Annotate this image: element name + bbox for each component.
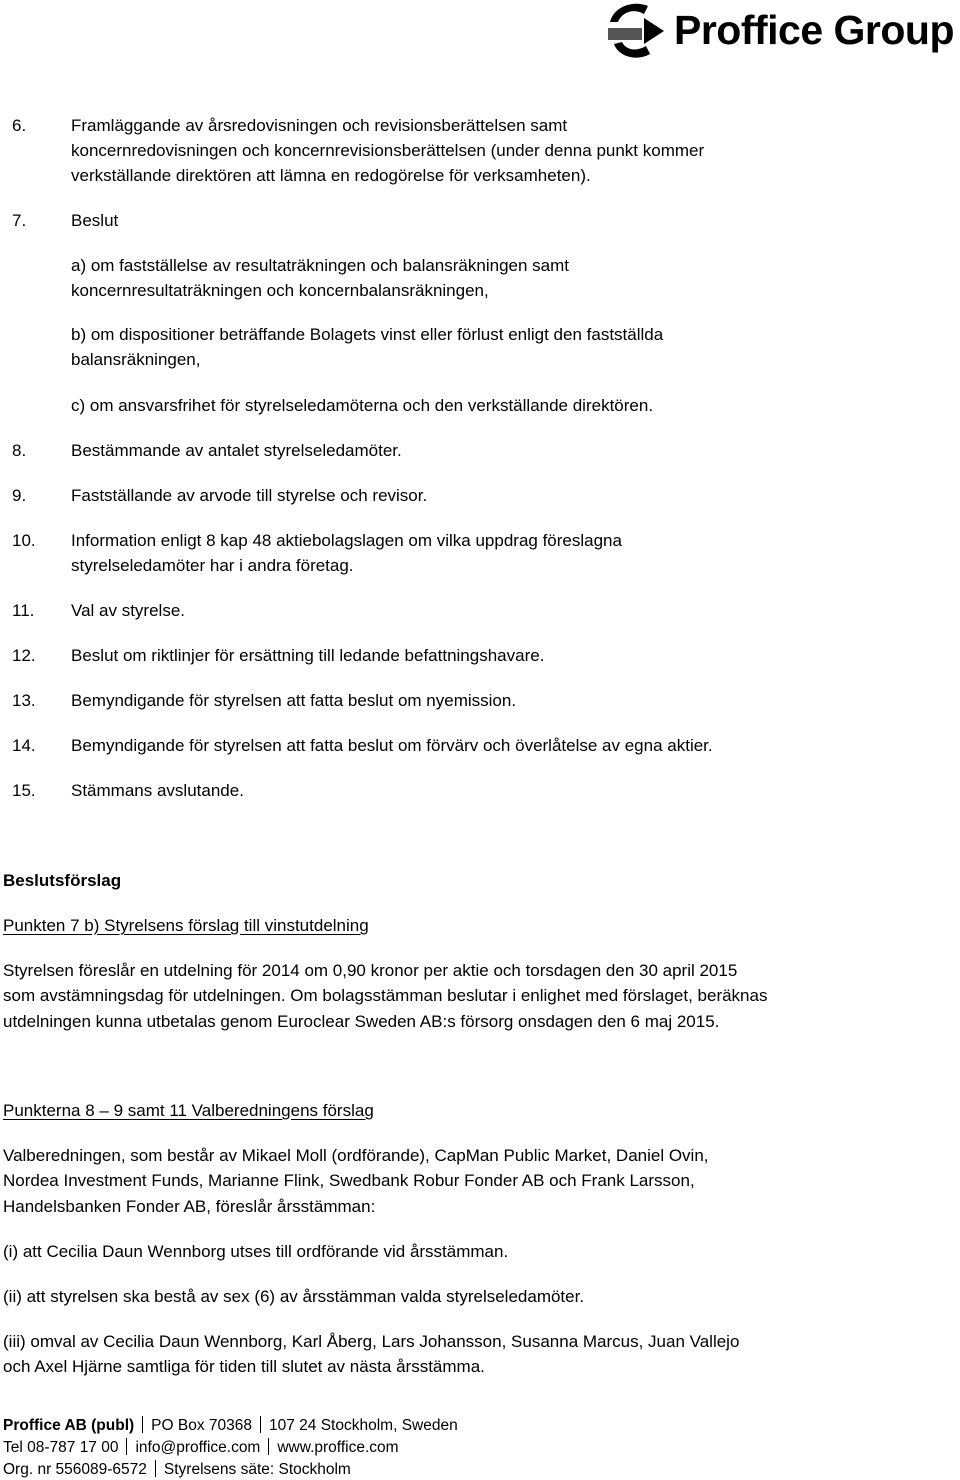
- proposal-ii: (ii) att styrelsen ska bestå av sex (6) av årsstämman valda styrelseledamöter.: [3, 1287, 585, 1306]
- item-text: Val av styrelse.: [71, 601, 186, 620]
- item-text: Bestämmande av antalet styrelseledamöter.: [71, 441, 402, 460]
- item-text-line: Information enligt 8 kap 48 aktiebolagslagen om vilka uppdrag föreslagna: [71, 531, 622, 550]
- footer-address: 107 24 Stockholm, Sweden: [269, 1417, 458, 1434]
- subsection-heading: Punkterna 8 – 9 samt 11 Valberedningens förslag: [3, 1101, 374, 1120]
- footer-separator: [142, 1416, 143, 1433]
- section-heading: Beslutsförslag: [3, 871, 122, 890]
- footer-line-3: [3, 1459, 351, 1480]
- item-number: 6.: [12, 116, 27, 135]
- item-text-line: Framläggande av årsredovisningen och revisionsberättelsen samt: [71, 116, 568, 135]
- sub-item-c: c) om ansvarsfrihet för styrelseledamöterna och den verkställande direktören.: [71, 396, 654, 415]
- item-number: 15.: [12, 781, 36, 800]
- proffice-logo-icon: [604, 0, 670, 62]
- paragraph-line: utdelningen kunna utbetalas genom Euroclear Sweden AB:s försorg onsdagen den 6 maj 2015.: [3, 1012, 720, 1031]
- paragraph-line: som avstämningsdag för utdelningen. Om bolagsstämman beslutar i enlighet med förslaget, beräknas: [3, 986, 768, 1005]
- footer-line-2: [3, 1437, 399, 1458]
- proposal-iii: (iii) omval av Cecilia Daun Wennborg, Karl Åberg, Lars Johansson, Susanna Marcus, Juan Vallejo: [3, 1332, 740, 1351]
- item-number: 9.: [12, 486, 27, 505]
- paragraph-line: Nordea Investment Funds, Marianne Flink, Swedbank Robur Fonder AB och Frank Larsson,: [3, 1171, 695, 1190]
- footer-separator: [268, 1438, 269, 1455]
- item-text: Bemyndigande för styrelsen att fatta beslut om förvärv och överlåtelse av egna aktier.: [71, 736, 713, 755]
- footer-separator: [126, 1438, 127, 1455]
- paragraph-line: Styrelsen föreslår en utdelning för 2014 om 0,90 kronor per aktie och torsdagen den 30 april 2015: [3, 961, 738, 980]
- footer-separator: [260, 1416, 261, 1433]
- item-number: 8.: [12, 441, 27, 460]
- item-number: 13.: [12, 691, 36, 710]
- paragraph-line: Handelsbanken Fonder AB, föreslår årsstämman:: [3, 1197, 376, 1216]
- item-number: 12.: [12, 646, 36, 665]
- company-logo: [604, 0, 960, 62]
- sub-item-b: b) om dispositioner beträffande Bolagets vinst eller förlust enligt den fastställda: [71, 325, 664, 344]
- sub-item-a: a) om fastställelse av resultaträkningen och balansräkningen samt: [71, 256, 569, 275]
- footer-email[interactable]: info@proffice.com: [135, 1439, 261, 1456]
- sub-item-b: balansräkningen,: [71, 350, 201, 369]
- item-number: 10.: [12, 531, 36, 550]
- item-text: Beslut om riktlinjer för ersättning till ledande befattningshavare.: [71, 646, 545, 665]
- footer-seat: Styrelsens säte: Stockholm: [163, 1461, 351, 1478]
- footer-separator: [155, 1460, 156, 1477]
- item-number: 14.: [12, 736, 36, 755]
- item-title: Beslut: [71, 211, 119, 230]
- subsection-heading: Punkten 7 b) Styrelsens förslag till vinstutdelning: [3, 916, 369, 935]
- item-number: 11.: [12, 601, 35, 620]
- proposal-iii: och Axel Hjärne samtliga för tiden till slutet av nästa årsstämma.: [3, 1357, 485, 1376]
- item-text: Stämmans avslutande.: [71, 781, 244, 800]
- footer-line-1: [3, 1415, 458, 1436]
- sub-item-a: koncernresultaträkningen och koncernbalansräkningen,: [71, 281, 489, 300]
- footer-box: PO Box 70368: [151, 1417, 252, 1434]
- footer-org: Org. nr 556089-6572: [3, 1461, 147, 1478]
- item-text-line: styrelseledamöter har i andra företag.: [71, 556, 354, 575]
- logo-wordmark: Proffice Group: [674, 6, 955, 53]
- item-text: Bemyndigande för styrelsen att fatta beslut om nyemission.: [71, 691, 517, 710]
- footer-company: Proffice AB (publ): [3, 1417, 135, 1434]
- item-text-line: verkställande direktören att lämna en redogörelse för verksamheten).: [71, 166, 591, 185]
- footer-web[interactable]: www.proffice.com: [277, 1439, 399, 1456]
- proposal-i: (i) att Cecilia Daun Wennborg utses till ordförande vid årsstämman.: [3, 1242, 509, 1261]
- footer-tel: Tel 08-787 17 00: [3, 1439, 119, 1456]
- item-text: Fastställande av arvode till styrelse och revisor.: [71, 486, 428, 505]
- item-number: 7.: [12, 211, 27, 230]
- paragraph-line: Valberedningen, som består av Mikael Moll (ordförande), CapMan Public Market, Daniel Ovin,: [3, 1146, 709, 1165]
- item-text-line: koncernredovisningen och koncernrevisionsberättelsen (under denna punkt kommer: [71, 141, 705, 160]
